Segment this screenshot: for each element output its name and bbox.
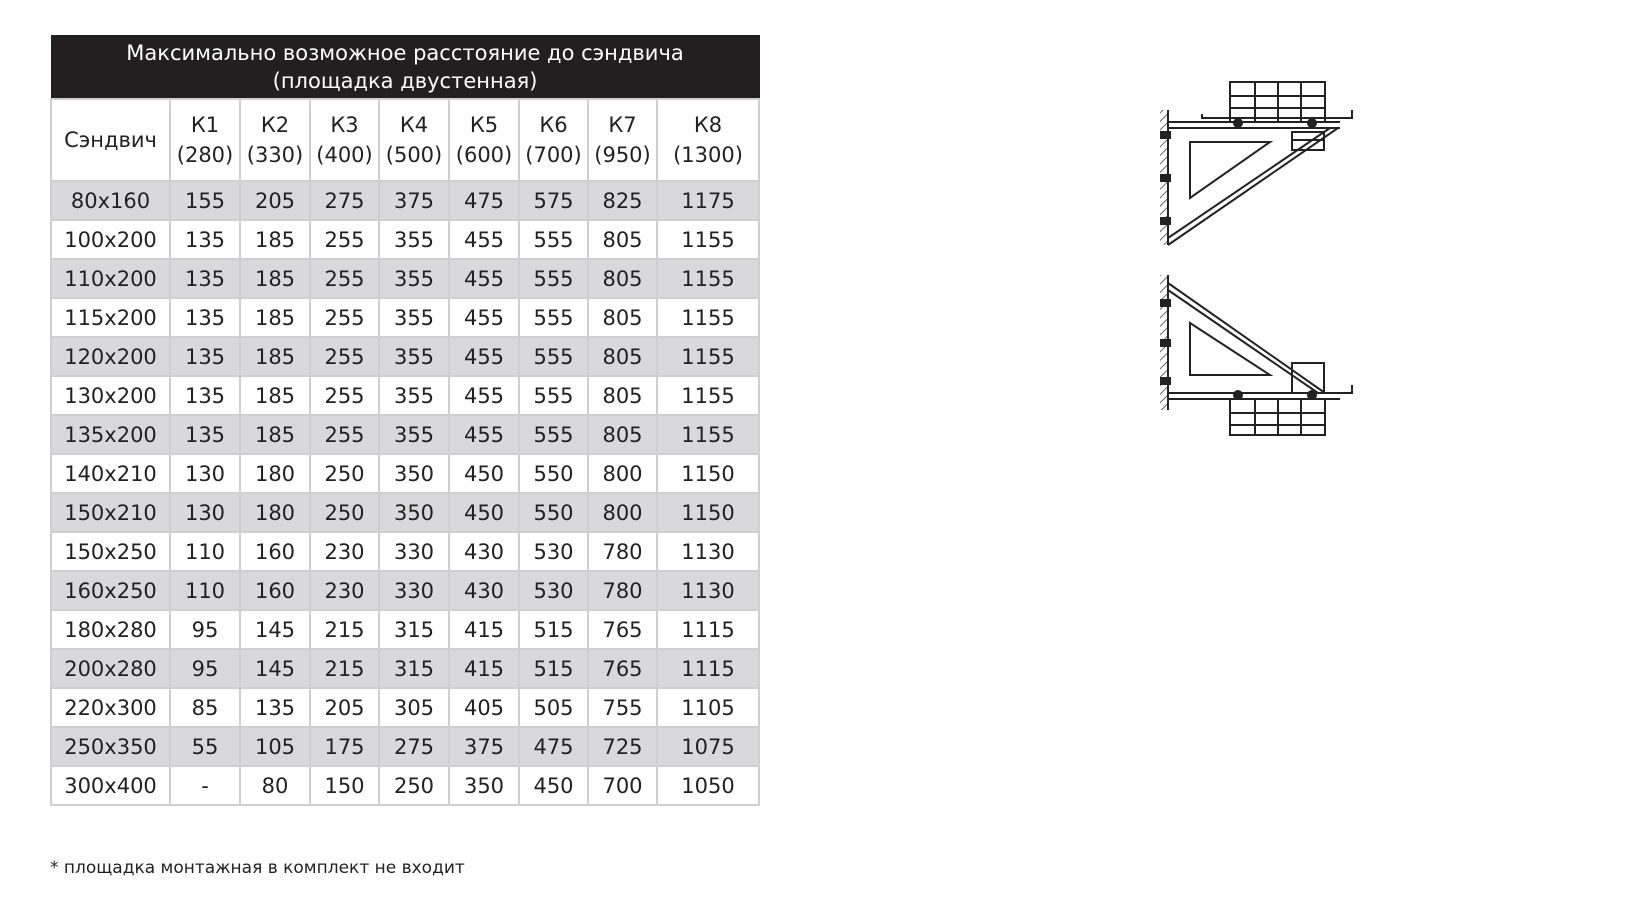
distance-cell: 455 [449, 376, 519, 415]
distance-cell: 415 [449, 610, 519, 649]
distance-cell: 350 [379, 454, 449, 493]
distance-cell: 135 [170, 376, 240, 415]
distance-cell: 355 [379, 415, 449, 454]
header-size: (700) [525, 143, 582, 167]
table-title [51, 36, 759, 100]
distance-cell: 215 [310, 649, 379, 688]
header-name: Сэндвич [64, 128, 157, 152]
header-size: (400) [316, 143, 373, 167]
distance-cell: 130 [170, 454, 240, 493]
distance-cell: 555 [519, 376, 588, 415]
sandwich-size-cell: 80x160 [51, 181, 170, 220]
header-size: (600) [455, 143, 513, 167]
distance-cell: 135 [240, 688, 310, 727]
distance-cell: 1115 [657, 610, 759, 649]
bracket-platform-below-icon [1160, 275, 1352, 435]
header-k2 [240, 99, 310, 181]
sandwich-size-cell: 150x210 [51, 493, 170, 532]
distance-cell: 250 [379, 766, 449, 805]
table-row [51, 766, 759, 805]
distance-cell: 80 [240, 766, 310, 805]
distance-cell: 1155 [657, 220, 759, 259]
distance-cell: 825 [588, 181, 657, 220]
distance-cell: 135 [170, 415, 240, 454]
distance-cell: 550 [519, 493, 588, 532]
distance-cell: 250 [310, 493, 379, 532]
header-name: К2 [260, 113, 290, 137]
header-size: (330) [246, 143, 304, 167]
distance-cell: 805 [588, 259, 657, 298]
header-k3 [310, 99, 379, 181]
distance-cell: 700 [588, 766, 657, 805]
table-row [51, 454, 759, 493]
distance-cell: 135 [170, 259, 240, 298]
table-row [51, 376, 759, 415]
distance-cell: 1150 [657, 493, 759, 532]
distance-cell: 455 [449, 259, 519, 298]
distance-cell: 430 [449, 571, 519, 610]
bracket-diagrams-svg [1160, 70, 1390, 460]
distance-cell: 375 [379, 181, 449, 220]
sandwich-size-cell: 135x200 [51, 415, 170, 454]
distance-cell: 355 [379, 259, 449, 298]
sandwich-size-cell: 110x200 [51, 259, 170, 298]
distance-cell: 455 [449, 337, 519, 376]
header-k5 [449, 99, 519, 181]
distance-cell: 755 [588, 688, 657, 727]
distance-cell: 110 [170, 571, 240, 610]
distance-cell: 255 [310, 337, 379, 376]
distance-cell: 805 [588, 376, 657, 415]
sandwich-size-cell: 300x400 [51, 766, 170, 805]
distance-cell: 455 [449, 298, 519, 337]
distance-cell: 135 [170, 220, 240, 259]
distance-cell: 330 [379, 571, 449, 610]
sandwich-size-cell: 100x200 [51, 220, 170, 259]
distance-cell: 475 [519, 727, 588, 766]
bracket-diagrams [1160, 70, 1390, 464]
distance-cell: 1150 [657, 454, 759, 493]
table-row [51, 571, 759, 610]
distance-cell: 455 [449, 415, 519, 454]
distance-cell: 1155 [657, 415, 759, 454]
header-size: (280) [176, 143, 234, 167]
header-k4 [379, 99, 449, 181]
distance-cell: 315 [379, 610, 449, 649]
distance-cell: 110 [170, 532, 240, 571]
distance-cell: 805 [588, 415, 657, 454]
distance-cell: 375 [449, 727, 519, 766]
table-title-line2: (площадка двустенная) [272, 69, 538, 93]
sandwich-size-cell: 150x250 [51, 532, 170, 571]
distance-cell: 175 [310, 727, 379, 766]
sandwich-size-cell: 180x280 [51, 610, 170, 649]
distance-cell: 555 [519, 415, 588, 454]
sandwich-size-cell: 250x350 [51, 727, 170, 766]
distance-cell: 355 [379, 376, 449, 415]
distance-cell: 205 [310, 688, 379, 727]
header-name: К3 [330, 113, 359, 137]
bracket-platform-above-icon [1160, 82, 1352, 245]
table-title-line1: Максимально возможное расстояние до сэндвича [126, 41, 684, 65]
distance-cell: 430 [449, 532, 519, 571]
distance-cell: 135 [170, 298, 240, 337]
distance-cell: 450 [449, 454, 519, 493]
distance-cell: 1155 [657, 298, 759, 337]
distance-cell: 1155 [657, 337, 759, 376]
distance-cell: 180 [240, 454, 310, 493]
sandwich-size-cell: 115x200 [51, 298, 170, 337]
distance-cell: 185 [240, 220, 310, 259]
header-k7 [588, 99, 657, 181]
distance-cell: 180 [240, 493, 310, 532]
distance-cell: 780 [588, 532, 657, 571]
table-body [51, 181, 759, 805]
distance-cell: 230 [310, 571, 379, 610]
distance-cell: 185 [240, 415, 310, 454]
header-k6 [519, 99, 588, 181]
header-name: К5 [469, 113, 499, 137]
distance-cell: 255 [310, 220, 379, 259]
header-sandwich [51, 99, 170, 181]
header-name: К6 [539, 113, 568, 137]
distance-cell: 805 [588, 337, 657, 376]
distance-cell: 805 [588, 298, 657, 337]
distance-cell: 205 [240, 181, 310, 220]
distance-cell: 555 [519, 220, 588, 259]
distance-cell: 780 [588, 571, 657, 610]
distance-cell: 255 [310, 376, 379, 415]
header-k8 [657, 99, 759, 181]
distance-cell: 250 [310, 454, 379, 493]
distance-cell: 130 [170, 493, 240, 532]
distance-cell: 275 [310, 181, 379, 220]
distance-cell: 575 [519, 181, 588, 220]
distance-cell: 1175 [657, 181, 759, 220]
spec-table-container [50, 35, 758, 806]
sandwich-size-cell: 200x280 [51, 649, 170, 688]
distance-cell: 355 [379, 220, 449, 259]
distance-cell: 275 [379, 727, 449, 766]
distance-cell: 555 [519, 337, 588, 376]
distance-cell: 765 [588, 649, 657, 688]
table-row [51, 181, 759, 220]
table-header-row [51, 99, 759, 181]
table-row [51, 610, 759, 649]
distance-cell: 55 [170, 727, 240, 766]
distance-cell: 255 [310, 415, 379, 454]
table-row [51, 532, 759, 571]
header-name: К4 [399, 113, 429, 137]
distance-cell: 765 [588, 610, 657, 649]
distance-cell: 530 [519, 532, 588, 571]
distance-cell: 330 [379, 532, 449, 571]
distance-cell: 550 [519, 454, 588, 493]
table-row [51, 337, 759, 376]
table-row [51, 493, 759, 532]
header-name: К8 [693, 113, 723, 137]
sandwich-size-cell: 120x200 [51, 337, 170, 376]
distance-cell: 185 [240, 376, 310, 415]
distance-cell: 145 [240, 649, 310, 688]
distance-cell: 160 [240, 571, 310, 610]
distance-cell: 185 [240, 259, 310, 298]
distance-cell: 150 [310, 766, 379, 805]
distance-cell: 1050 [657, 766, 759, 805]
distance-cell: 415 [449, 649, 519, 688]
distance-cell: 515 [519, 649, 588, 688]
distance-cell: 355 [379, 337, 449, 376]
table-row [51, 649, 759, 688]
distance-cell: 350 [379, 493, 449, 532]
distance-cell: 135 [170, 337, 240, 376]
distance-cell: 1155 [657, 259, 759, 298]
distance-cell: 230 [310, 532, 379, 571]
header-size: (950) [594, 143, 651, 167]
header-k1 [170, 99, 240, 181]
distance-cell: 255 [310, 259, 379, 298]
header-name: К1 [190, 113, 220, 137]
distance-cell: 530 [519, 571, 588, 610]
distance-cell: 475 [449, 181, 519, 220]
distance-cell: 185 [240, 298, 310, 337]
distance-cell: 185 [240, 337, 310, 376]
distance-cell: 800 [588, 493, 657, 532]
distance-cell: 305 [379, 688, 449, 727]
sandwich-size-cell: 160x250 [51, 571, 170, 610]
table-row [51, 415, 759, 454]
distance-cell: 1130 [657, 532, 759, 571]
distance-cell: 160 [240, 532, 310, 571]
distance-cell: 1105 [657, 688, 759, 727]
distance-cell: 315 [379, 649, 449, 688]
distance-cell: 95 [170, 649, 240, 688]
distance-cell: 515 [519, 610, 588, 649]
distance-cell: 145 [240, 610, 310, 649]
table-row [51, 220, 759, 259]
distance-cell: 555 [519, 259, 588, 298]
distance-cell: - [170, 766, 240, 805]
distance-cell: 255 [310, 298, 379, 337]
distance-cell: 805 [588, 220, 657, 259]
distance-cell: 1130 [657, 571, 759, 610]
distance-cell: 800 [588, 454, 657, 493]
table-row [51, 259, 759, 298]
header-size: (500) [385, 143, 443, 167]
table-row [51, 298, 759, 337]
distance-cell: 455 [449, 220, 519, 259]
distance-cell: 350 [449, 766, 519, 805]
distance-cell: 1155 [657, 376, 759, 415]
distance-cell: 215 [310, 610, 379, 649]
sandwich-size-cell: 140x210 [51, 454, 170, 493]
table-row [51, 688, 759, 727]
header-size: (1300) [673, 143, 743, 167]
spec-table [50, 35, 760, 806]
distance-cell: 555 [519, 298, 588, 337]
sandwich-size-cell: 130x200 [51, 376, 170, 415]
distance-cell: 85 [170, 688, 240, 727]
distance-cell: 405 [449, 688, 519, 727]
distance-cell: 725 [588, 727, 657, 766]
distance-cell: 450 [519, 766, 588, 805]
distance-cell: 105 [240, 727, 310, 766]
table-row [51, 727, 759, 766]
distance-cell: 1075 [657, 727, 759, 766]
distance-cell: 450 [449, 493, 519, 532]
distance-cell: 155 [170, 181, 240, 220]
distance-cell: 505 [519, 688, 588, 727]
sandwich-size-cell: 220x300 [51, 688, 170, 727]
footnote: * площадка монтажная в комплект не входит [50, 858, 465, 878]
header-name: К7 [608, 113, 637, 137]
distance-cell: 355 [379, 298, 449, 337]
distance-cell: 1115 [657, 649, 759, 688]
distance-cell: 95 [170, 610, 240, 649]
